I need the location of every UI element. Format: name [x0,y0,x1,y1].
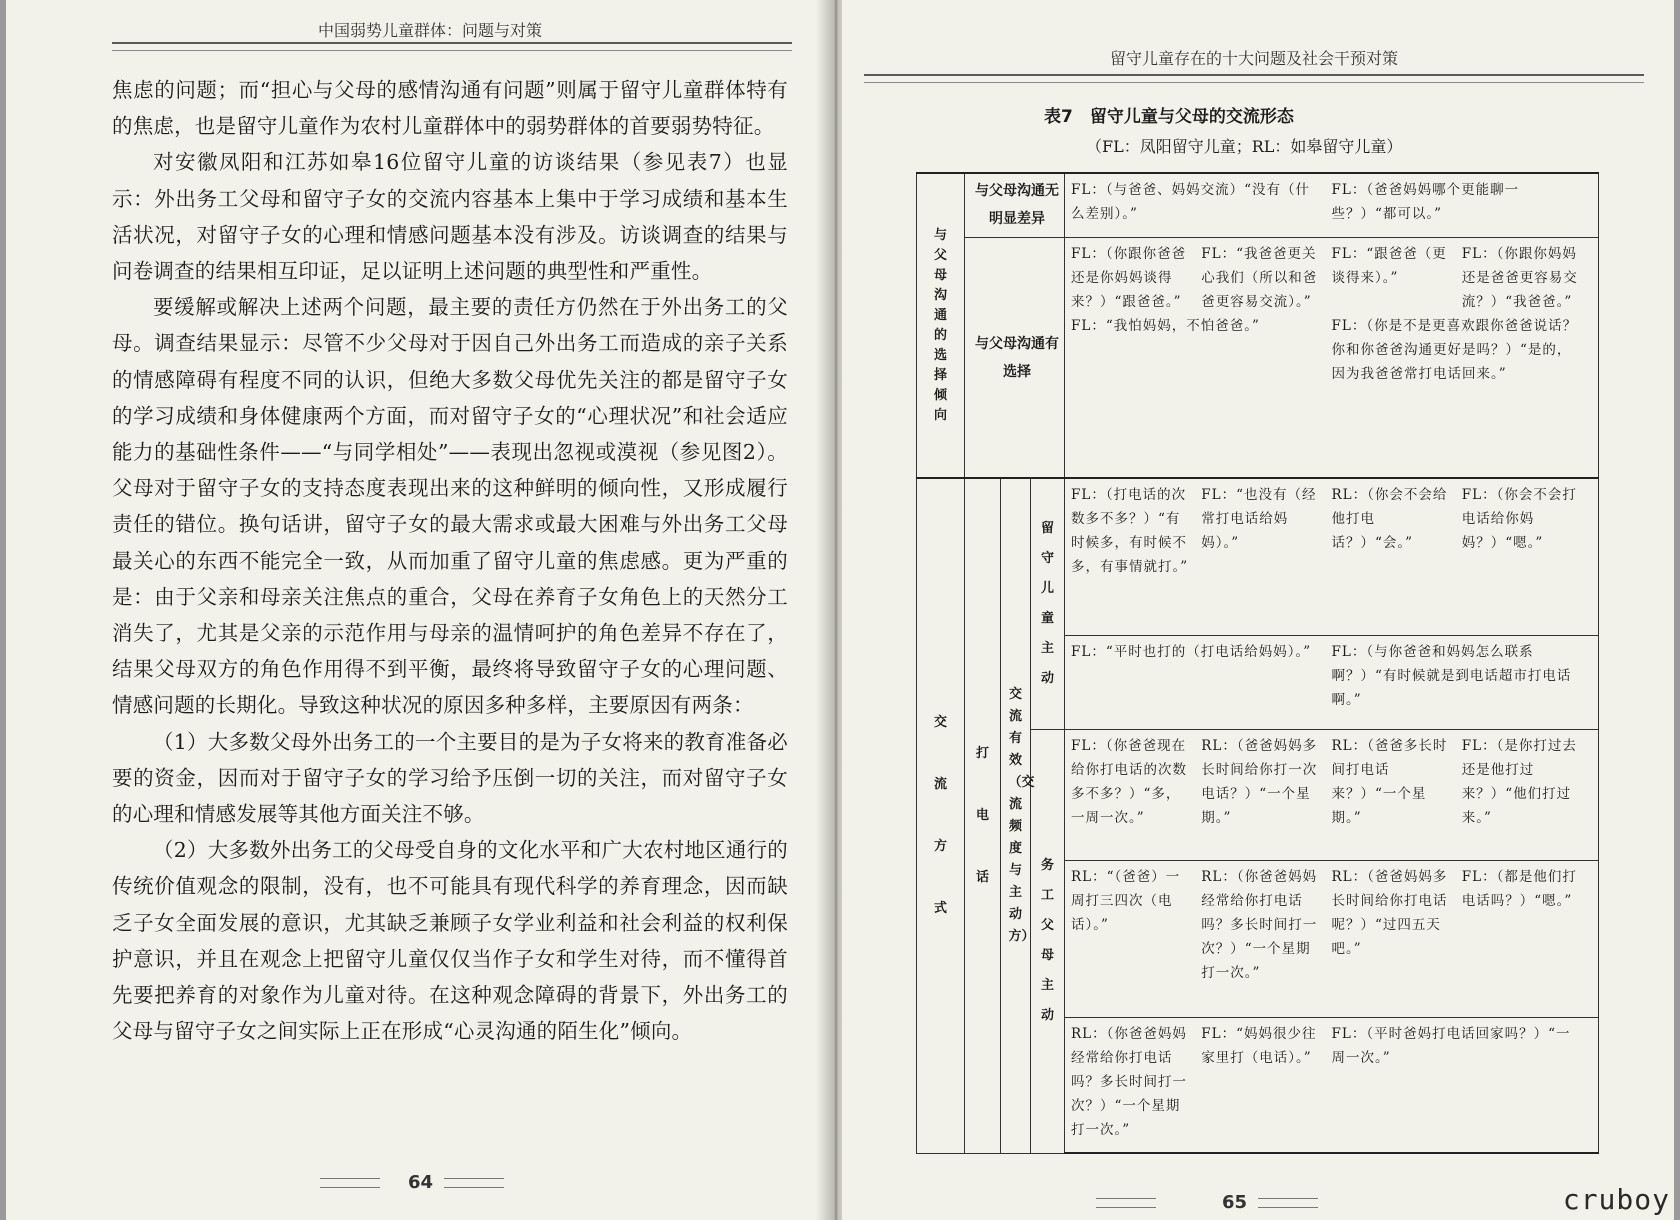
effective-label-cell [1001,478,1035,1153]
page-number-ornament-right [1258,1198,1318,1208]
watermark: cruboy [1562,1183,1670,1216]
left-header-rule [112,42,792,51]
quote: RL：（你会不会给他打电话？）“会。” [1331,487,1448,552]
quote: FL：（爸爸妈妈哪个更能聊一些？）“都可以。” [1331,182,1520,222]
left-page [0,0,832,1220]
quote: FL：“也没有（经常打电话给妈妈）。” [1201,487,1317,552]
quote: RL：（爸爸多长时间打电话来？）“一个星期。” [1331,737,1448,826]
row1-label: 与父母沟通无明显差异 [975,183,1059,228]
quote: FL：（打电话的次数多不多？）“有时候多，有时候不多，有事情就打。” [1071,487,1189,576]
quote: FL：（都是他们打电话吗？）“嗯。” [1461,868,1577,909]
paragraph: 要缓解或解决上述两个问题，最主要的责任方仍然在于外出务工的父母。调查结果显示：尽管不少父母对于因自己外出务工而造成的亲子关系的情感障碍有程度不同的认识，但绝大多数父母优先关注的都是留守子女的学习成绩和身体健康两个方面，而对留守子女的“心理状况”和社会适应能力的基础性条件——“与同学相处”——表现出忽视或漠视（参见图2）。父母对于留守子女的支持态度表现出来的这种鲜明的倾向性，又形成履行责任的错位。换句话讲，留守子女的最大需求或最大困难与外出务工父母最关心的东西不能完全一致，从而加重了留守儿童的焦虑感。更为严重的是：由于父亲和母亲关注焦点的重合，父母在养育子女角色上的天然分工消失了，尤其是父亲的示范作用与母亲的温情呵护的角色差异不存在了，结果父母双方的角色作用得不到平衡，最终将导致留守子女的心理问题、情感问题的长期化。导致这种状况的原因多种多样，主要原因有两条： [112,295,788,718]
right-page-number: 65 [1222,1192,1248,1213]
quote: RL：（爸爸妈妈多长时间给你打一次电话？）“一个星期。” [1201,737,1318,826]
quote: FL：“妈妈很少往家里打（电话）。” [1201,1026,1317,1067]
table-row [917,173,1599,237]
quote: FL：（你会不会打电话给你妈妈？）“嗯。” [1461,487,1577,552]
paragraph: （2）大多数外出务工的父母受自身的文化水平和广大农村地区通行的传统价值观念的限制，没有，也不可能具有现代科学的养育理念，因而缺乏子女全面发展的意识，尤其缺乏兼顾子女学业利益和社会利益的权利保护意识，并且在观念上把留守儿童仅仅当作子女和学生对待，而不懂得首先要把养育的对象作为儿童对待。在这种观念障碍的背景下，外出务工的父母与留守子女之间实际上正在形成“心灵沟通的陌生化”倾向。 [112,838,788,1044]
quote: FL：“跟爸爸（更谈得来）。” [1331,245,1447,286]
quote: FL：“我爸爸更关心我们（所以和爸爸更容易交流）。” [1201,245,1318,310]
quote: RL：（你爸爸妈妈经常给你打电话吗？多长时间打一次？）“一个星期打一次。” [1071,1026,1187,1139]
row7-quotes [1065,1018,1599,1153]
table-row [917,478,1599,636]
effective-label: 交流有效（交流频度与主动方） [1008,686,1035,944]
page-number-ornament-right [444,1178,504,1188]
paragraph: 焦虑的问题；而“担心与父母的感情沟通有问题”则属于留守儿童群体特有的焦虑，也是留守儿童作为农村儿童群体中的弱势群体的首要弱势特征。 [112,78,788,139]
quote: FL：（你爸爸现在给你打电话的次数多不多？）“多，一周一次。” [1071,737,1187,826]
phone-label: 打电话 [975,745,989,885]
group1-label-cell [917,173,965,478]
row5-quotes [1065,729,1599,860]
row2-label-cell [965,237,1065,478]
quote: FL：“我怕妈妈，不怕爸爸。” [1071,317,1260,334]
row2-label: 与父母沟通有选择 [975,335,1059,380]
row1-label-cell [965,173,1065,237]
page-number-ornament-left [320,1178,380,1188]
quote: FL：（与你爸爸和妈妈怎么联系啊？）“有时候就是到电话超市打电话啊。” [1331,644,1572,709]
right-header-rule [864,74,1644,83]
left-page-number: 64 [408,1172,434,1193]
row1-quotes [1065,173,1599,237]
group2-label-cell [917,478,965,1153]
table-title: 表7 留守儿童与父母的交流形态 [1044,107,1294,127]
quote: FL：“平时也打的（打电话给妈妈）。” [1071,644,1312,661]
table-row [917,237,1599,478]
paragraph: （1）大多数父母外出务工的一个主要目的是为子女将来的教育准备必要的资金，因而对于留守子女的学习给予压倒一切的关注，而对留守子女的心理和情感发展等其他方面关注不够。 [112,729,788,827]
group2-label: 交流方式 [933,714,947,916]
parent-active-label-cell [1031,729,1065,1153]
scan-edge-left [0,0,6,1220]
scan-edge-right [1674,0,1680,1220]
parent-active-label: 务工父母主动 [1040,858,1054,1024]
quote: FL：（你跟你妈妈还是爸爸更容易交流？）“我爸爸。” [1461,245,1578,310]
quote: RL：（爸爸妈妈多长时间给你打电话呢？）“过四五天吧。” [1331,868,1448,957]
quote: RL：“（爸爸）一周打三四次（电话）。” [1071,868,1181,933]
row4-quotes [1065,636,1599,729]
child-active-label: 留守儿童主动 [1040,521,1054,687]
page-number-ornament-left [1096,1198,1156,1208]
quote: FL：（是你打过去还是他打过来？）“他们打过来。” [1461,737,1577,826]
row2-quotes [1065,237,1599,478]
group1-label: 与父母沟通的选择倾向 [933,227,947,423]
paragraph: 对安徽凤阳和江苏如皋16位留守儿童的访谈结果（参见表7）也显示：外出务工父母和留守子女的交流内容基本上集中于学习成绩和基本生活状况，对留守子女的心理和情感问题基本没有涉及。访谈调查的结果与问卷调查的结果相互印证，足以证明上述问题的典型性和严重性。 [112,150,788,284]
quote: FL：（你跟你爸爸还是你妈妈谈得来？）“跟爸爸。” [1071,245,1187,310]
quote: FL：（平时爸妈打电话回家吗？）“一周一次。” [1331,1026,1571,1067]
quote: FL：（你是不是更喜欢跟你爸爸说话？你和你爸爸沟通更好是吗？）“是的，因为我爸爸常打电话回来。” [1331,317,1578,382]
table-subtitle: （FL：凤阳留守儿童；RL：如皋留守儿童） [1086,137,1403,156]
quote: RL：（你爸爸妈妈经常给你打电话吗？多长时间打一次？）“一个星期打一次。” [1201,868,1318,981]
right-running-head: 留守儿童存在的十大问题及社会干预对策 [1110,49,1399,68]
row6-quotes [1065,860,1599,1018]
left-body-text [112,72,788,1049]
quote: FL：（与爸爸、妈妈交流）“没有（什么差别）。” [1071,182,1310,222]
row3-quotes [1065,478,1599,636]
phone-label-cell [965,478,1001,1153]
child-active-label-cell [1031,478,1065,729]
left-running-head: 中国弱势儿童群体：问题与对策 [318,21,543,40]
communication-table [916,172,1599,1154]
